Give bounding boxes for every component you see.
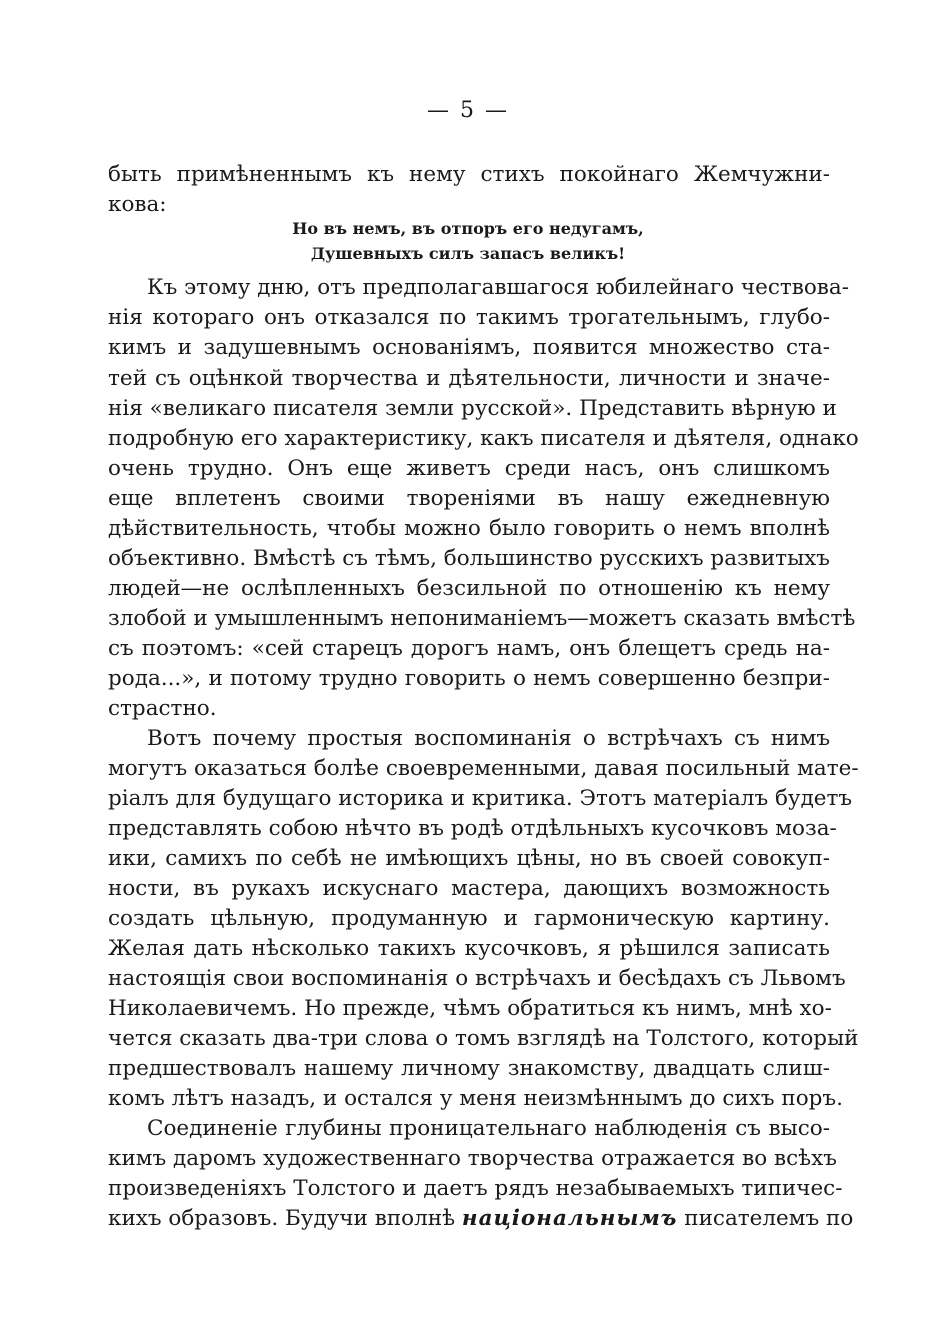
text-line: кова: [108, 192, 167, 217]
verse-line: Душевныхъ силъ запасъ великъ! [310, 244, 626, 263]
text-line: кимъ даромъ художественнаго творчества отражается во всѣхъ [108, 1146, 837, 1171]
text-line: настоящія свои воспоминанія о встрѣчахъ и бесѣдахъ съ Львомъ [108, 966, 846, 991]
text-segment: кихъ образовъ. Будучи вполнѣ [108, 1206, 456, 1231]
text-line: съ поэтомъ: «сей старецъ дорогъ намъ, онъ блещетъ средь на- [108, 636, 830, 661]
text-line: еще вплетенъ своими твореніями въ нашу ежедневную [108, 486, 830, 511]
text-line: Къ этому дню, отъ предполагавшагося юбилейнаго чествова- [147, 275, 849, 300]
text-line: представлять собою нѣчто въ родѣ отдѣльныхъ кусочковъ моза- [108, 816, 837, 841]
text-line: нія «великаго писателя земли русской». Представить вѣрную и [108, 396, 837, 421]
text-line: кимъ и задушевнымъ основаніямъ, появится множество ста- [108, 335, 830, 360]
text-line: ики, самихъ по себѣ не имѣющихъ цѣны, но въ своей совокуп- [108, 846, 830, 871]
emphasized-word: національнымъ [461, 1206, 678, 1231]
text-line: комъ лѣтъ назадъ, и остался у меня неизмѣннымъ до сихъ поръ. [108, 1086, 843, 1111]
text-line: тей съ оцѣнкой творчества и дѣятельности, личности и значе- [108, 366, 830, 391]
text-line: Николаевичемъ. Но прежде, чѣмъ обратиться къ нимъ, мнѣ хо- [108, 996, 832, 1021]
text-line: чется сказать два-три слова о томъ взглядѣ на Толстого, который [108, 1026, 859, 1051]
text-line: Вотъ почему простыя воспоминанія о встрѣчахъ съ нимъ [147, 726, 830, 751]
text-line: могутъ оказаться болѣе своевременными, давая посильный мате- [108, 756, 859, 781]
text-segment: писателемъ по [684, 1206, 854, 1231]
text-line: ріалъ для будущаго историка и критика. Этотъ матеріалъ будетъ [108, 786, 853, 811]
text-line: рода...», и потому трудно говорить о немъ совершенно безпри- [108, 666, 830, 691]
text-line: очень трудно. Онъ еще живетъ среди насъ, онъ слишкомъ [108, 456, 830, 481]
text-line: Желая дать нѣсколько такихъ кусочковъ, я рѣшился записать [108, 936, 830, 961]
text-line: предшествовалъ нашему личному знакомству, двадцать слиш- [108, 1056, 830, 1081]
text-line: ности, въ рукахъ искуснаго мастера, дающихъ возможность [108, 876, 830, 901]
text-line: злобой и умышленнымъ непониманіемъ—можетъ сказать вмѣстѣ [108, 606, 856, 631]
text-line: людей—не ослѣпленныхъ безсильной по отношенію къ нему [108, 576, 830, 601]
text-line: создать цѣльную, продуманную и гармоническую картину. [108, 906, 830, 931]
page-number: — 5 — [427, 98, 509, 123]
verse-line: Но въ немъ, въ отпоръ его недугамъ, [292, 219, 644, 238]
text-line: быть примѣненнымъ къ нему стихъ покойнаго Жемчужни- [108, 162, 830, 187]
text-line: нія котораго онъ отказался по такимъ трогательнымъ, глубо- [108, 305, 830, 330]
text-line: произведеніяхъ Толстого и даетъ рядъ незабываемыхъ типичес- [108, 1176, 843, 1201]
text-line [108, 1204, 854, 1234]
text-line: страстно. [108, 696, 217, 721]
text-line: подробную его характеристику, какъ писателя и дѣятеля, однако [108, 426, 859, 451]
text-line: объективно. Вмѣстѣ съ тѣмъ, большинство русскихъ развитыхъ [108, 546, 830, 571]
text-line: Соединеніе глубины проницательнаго наблюденія съ высо- [147, 1116, 830, 1141]
text-line: дѣйствительность, чтобы можно было говорить о немъ вполнѣ [108, 516, 830, 541]
